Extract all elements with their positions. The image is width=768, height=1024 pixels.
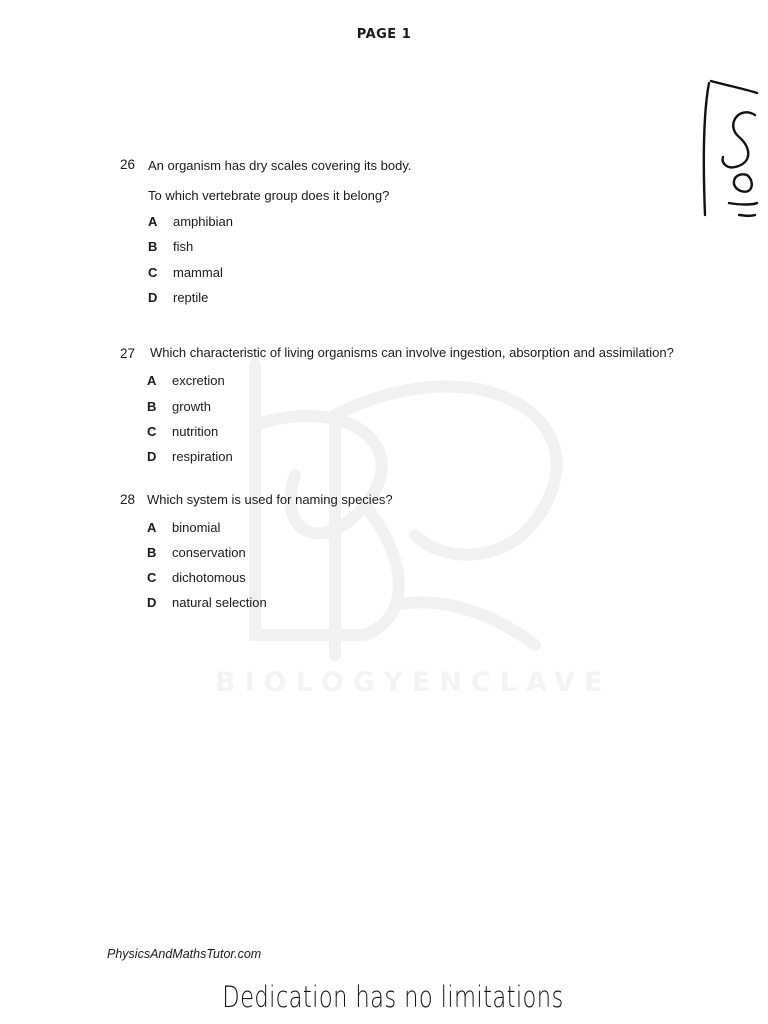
- option-text: growth: [172, 399, 212, 414]
- watermark-logo-icon: [215, 355, 575, 665]
- question-number: 27: [120, 346, 136, 361]
- question-number: 28: [120, 492, 136, 507]
- option-letter: C: [147, 424, 157, 439]
- option-text: excretion: [172, 373, 225, 388]
- option-text: amphibian: [173, 214, 233, 229]
- footer-site-link[interactable]: PhysicsAndMathsTutor.com: [107, 947, 262, 961]
- option-letter: B: [147, 545, 157, 560]
- watermark-text: BIOLOGYENCLAVE: [215, 667, 612, 698]
- option-text: natural selection: [172, 595, 267, 610]
- option-letter: C: [147, 570, 157, 585]
- question-text: An organism has dry scales covering its body.: [148, 158, 412, 173]
- option-text: respiration: [172, 449, 233, 464]
- option-letter: D: [147, 595, 157, 610]
- question-text: Which characteristic of living organisms can involve ingestion, absorption and assimilation?: [150, 345, 674, 360]
- question-subtext: To which vertebrate group does it belong?: [148, 188, 390, 203]
- option-text: mammal: [173, 265, 223, 280]
- page-label: PAGE 1: [356, 27, 412, 42]
- question-number: 26: [120, 157, 136, 172]
- signature: [695, 75, 765, 225]
- watermark-logo: [215, 355, 612, 705]
- option-letter: C: [148, 265, 158, 280]
- option-text: dichotomous: [172, 570, 246, 585]
- option-text: reptile: [173, 290, 209, 305]
- signature-icon: [695, 75, 765, 225]
- option-letter: B: [148, 239, 158, 254]
- option-text: binomial: [172, 520, 221, 535]
- option-letter: B: [147, 399, 157, 414]
- option-text: conservation: [172, 545, 246, 560]
- question-text: Which system is used for naming species?: [147, 492, 393, 507]
- motto: Dedication has no limitations: [222, 980, 564, 1014]
- option-text: nutrition: [172, 424, 219, 439]
- option-letter: D: [148, 290, 158, 305]
- option-letter: A: [147, 520, 157, 535]
- option-text: fish: [173, 239, 194, 254]
- option-letter: D: [147, 449, 157, 464]
- option-letter: A: [148, 214, 158, 229]
- option-letter: A: [147, 373, 157, 388]
